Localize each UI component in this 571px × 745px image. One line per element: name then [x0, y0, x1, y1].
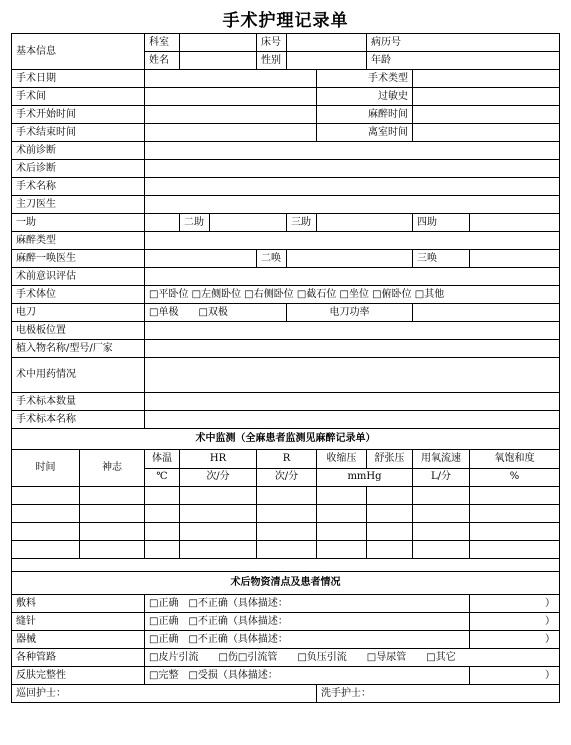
anes-doc1-field[interactable]	[145, 250, 257, 268]
dressing-close: ）	[470, 595, 560, 613]
pre-dx-field[interactable]	[145, 142, 560, 160]
surgeon-field[interactable]	[145, 196, 560, 214]
skin-label: 反肤完整性	[12, 667, 145, 685]
op-type-field[interactable]	[413, 70, 560, 88]
sex-field[interactable]	[287, 52, 367, 70]
assistant4-field[interactable]	[470, 214, 560, 232]
post-dx-label: 术后诊断	[12, 160, 145, 178]
dept-label: 科室	[145, 34, 180, 52]
assistant1-label: 一助	[12, 214, 145, 232]
surgeon-label: 主刀医生	[12, 196, 145, 214]
skin-options[interactable]: □完整 □受损（具体描述：	[145, 667, 470, 685]
dept-field[interactable]	[180, 34, 257, 52]
specimen-name-field[interactable]	[145, 411, 560, 429]
anes-type-field[interactable]	[145, 232, 560, 250]
suture-options[interactable]: □正确 □不正确（具体描述：	[145, 613, 470, 631]
monitor-col-dia: 舒张压	[367, 450, 413, 469]
circulating-nurse[interactable]: 巡回护士：	[12, 685, 317, 703]
allergy-label: 过敏史	[317, 88, 413, 106]
bed-field[interactable]	[287, 34, 367, 52]
op-date-label: 手术日期	[12, 70, 145, 88]
op-end-label: 手术结束时间	[12, 124, 145, 142]
op-room-field[interactable]	[145, 88, 317, 106]
monitor-col-o2flow: 用氧流速	[413, 450, 470, 469]
op-name-field[interactable]	[145, 178, 560, 196]
anes-doc2-label: 二唤	[257, 250, 287, 268]
allergy-field[interactable]	[413, 88, 560, 106]
anes-doc-label: 麻醉一唤医生	[12, 250, 145, 268]
post-heading: 术后物资清点及患者情况	[12, 572, 560, 595]
monitor-row	[12, 523, 560, 541]
instrument-close: ）	[470, 631, 560, 649]
knife-options[interactable]: □单极 □双极	[145, 304, 287, 322]
assistant1-field[interactable]	[145, 214, 180, 232]
knife-power-field[interactable]	[413, 304, 560, 322]
spacer-row	[12, 559, 560, 572]
monitor-col-mind: 神志	[80, 450, 145, 487]
dressing-options[interactable]: □正确 □不正确（具体描述：	[145, 595, 470, 613]
intra-drug-field[interactable]	[145, 358, 560, 393]
anes-doc3-label: 三唤	[413, 250, 470, 268]
knife-label: 电刀	[12, 304, 145, 322]
anes-time-field[interactable]	[413, 106, 560, 124]
age-label: 年龄	[367, 52, 560, 70]
intra-drug-label: 术中用药情况	[12, 358, 145, 393]
consciousness-field[interactable]	[145, 268, 560, 286]
assistant3-label: 三助	[287, 214, 317, 232]
dressing-label: 敷料	[12, 595, 145, 613]
nursing-record-form	[11, 33, 560, 703]
knife-power-label: 电刀功率	[287, 304, 413, 322]
instrument-label: 器械	[12, 631, 145, 649]
monitor-unit-spo2: %	[470, 468, 560, 487]
tubes-options[interactable]: □皮片引流 □伤□引流管 □负压引流 □导尿管 □其它	[145, 649, 560, 667]
monitor-unit-r: 次/分	[257, 468, 317, 487]
pre-dx-label: 术前诊断	[12, 142, 145, 160]
monitor-col-r: R	[257, 450, 317, 469]
bed-label: 床号	[257, 34, 287, 52]
consciousness-label: 术前意识评估	[12, 268, 145, 286]
basic-info-label: 基本信息	[12, 34, 145, 70]
specimen-name-label: 手术标本名称	[12, 411, 145, 429]
record-label: 病历号	[367, 34, 560, 52]
op-start-field[interactable]	[145, 106, 317, 124]
tubes-label: 各种管路	[12, 649, 145, 667]
monitor-col-temp: 体温	[145, 450, 180, 469]
specimen-count-field[interactable]	[145, 393, 560, 411]
op-name-label: 手术名称	[12, 178, 145, 196]
assistant2-label: 二助	[180, 214, 210, 232]
name-field[interactable]	[180, 52, 257, 70]
suture-close: ）	[470, 613, 560, 631]
suture-label: 缝针	[12, 613, 145, 631]
implant-label: 植入物名称/型号/厂家	[12, 340, 145, 358]
op-type-label: 手术类型	[317, 70, 413, 88]
monitor-row	[12, 505, 560, 523]
assistant3-field[interactable]	[317, 214, 413, 232]
name-label: 姓名	[145, 52, 180, 70]
monitor-row	[12, 541, 560, 559]
monitor-row	[12, 487, 560, 505]
sex-label: 性别	[257, 52, 287, 70]
leave-time-field[interactable]	[413, 124, 560, 142]
anes-type-label: 麻醉类型	[12, 232, 145, 250]
op-end-field[interactable]	[145, 124, 317, 142]
implant-field[interactable]	[145, 340, 560, 358]
position-options[interactable]: □平卧位 □左侧卧位 □右侧卧位 □截石位 □坐位 □俯卧位 □其他	[145, 286, 560, 304]
assistant4-label: 四助	[413, 214, 470, 232]
monitor-col-time: 时间	[12, 450, 80, 487]
position-label: 手术体位	[12, 286, 145, 304]
monitor-unit-hr: 次/分	[180, 468, 257, 487]
anes-time-label: 麻醉时间	[317, 106, 413, 124]
scrub-nurse[interactable]: 洗手护士：	[317, 685, 560, 703]
monitor-col-spo2: 氧饱和度	[470, 450, 560, 469]
op-date-field[interactable]	[145, 70, 317, 88]
leave-time-label: 离室时间	[317, 124, 413, 142]
monitor-unit-temp: ℃	[145, 468, 180, 487]
monitor-heading: 术中监测（全麻患者监测见麻醉记录单）	[12, 429, 560, 450]
anes-doc2-field[interactable]	[287, 250, 413, 268]
op-room-label: 手术间	[12, 88, 145, 106]
plate-label: 电极板位置	[12, 322, 145, 340]
page-title: 手术护理记录单	[222, 11, 349, 31]
assistant2-field[interactable]	[210, 214, 287, 232]
anes-doc3-field[interactable]	[470, 250, 560, 268]
monitor-col-hr: HR	[180, 450, 257, 469]
monitor-unit-bp: mmHg	[317, 468, 413, 487]
monitor-unit-o2flow: L/分	[413, 468, 470, 487]
instrument-options[interactable]: □正确 □不正确（具体描述：	[145, 631, 470, 649]
monitor-col-sys: 收缩压	[317, 450, 367, 469]
skin-close: ）	[470, 667, 560, 685]
op-start-label: 手术开始时间	[12, 106, 145, 124]
plate-field[interactable]	[145, 322, 560, 340]
post-dx-field[interactable]	[145, 160, 560, 178]
specimen-count-label: 手术标本数量	[12, 393, 145, 411]
